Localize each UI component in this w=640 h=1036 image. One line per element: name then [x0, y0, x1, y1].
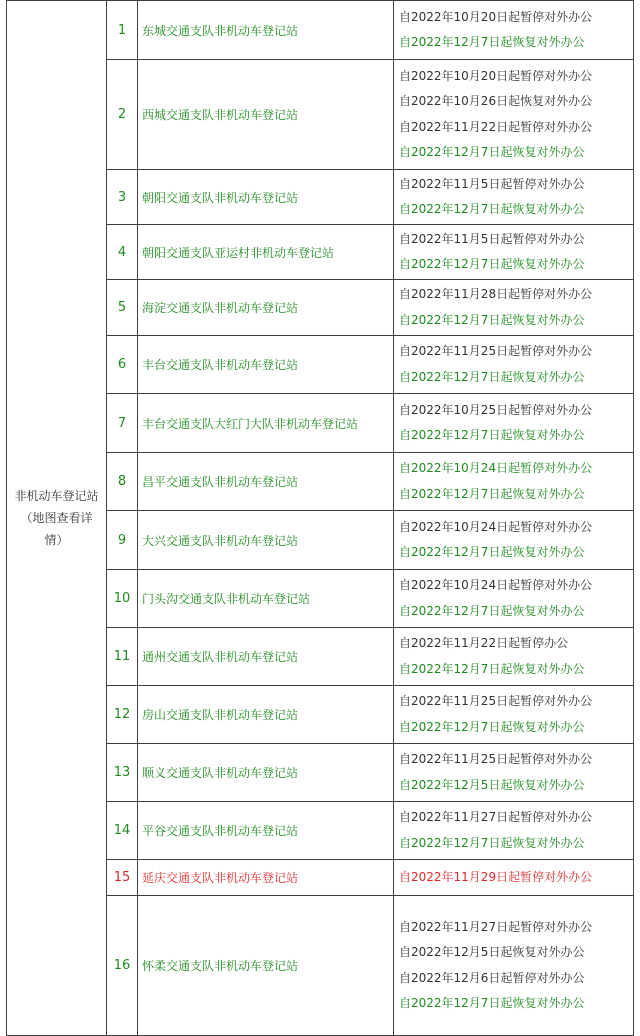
row-number: 15: [107, 860, 138, 896]
status-cell: [394, 453, 634, 511]
status-cell: [394, 170, 634, 225]
status-line: 自2022年11月22日起暂停对外办公: [399, 119, 593, 134]
status-line: 自2022年12月6日起暂停对外办公: [399, 970, 585, 985]
status-line: 自2022年10月24日起暂停对外办公: [399, 578, 593, 592]
status-line: 自2022年10月26日起恢复对外办公: [399, 94, 593, 108]
status-cell: [394, 280, 634, 336]
status-line: 自2022年12月5日起恢复对外办公: [399, 777, 585, 792]
status-line: 自2022年12月7日起恢复对外办公: [399, 719, 585, 734]
status-cell: [394, 570, 634, 628]
station-name: 西城交通支队非机动车登记站: [138, 60, 394, 170]
status-line: 自2022年11月25日起暂停对外办公: [399, 694, 593, 708]
registration-station-table: [6, 0, 634, 1036]
status-line: 自2022年11月5日起暂停对外办公: [399, 231, 585, 246]
status-line: 自2022年10月25日起暂停对外办公: [399, 402, 593, 417]
status-cell: [394, 60, 634, 170]
station-name: 延庆交通支队非机动车登记站: [138, 860, 394, 896]
status-line: 自2022年12月7日起恢复对外办公: [399, 545, 585, 559]
status-line: 自2022年12月7日起恢复对外办公: [399, 661, 585, 676]
station-name: 丰台交通支队非机动车登记站: [138, 336, 394, 394]
status-line: 自2022年12月7日起恢复对外办公: [399, 428, 585, 442]
status-line: 自2022年12月7日起恢复对外办公: [399, 369, 585, 384]
status-line: 自2022年10月24日起暂停对外办公: [399, 461, 593, 475]
status-cell: [394, 860, 634, 896]
status-line: 自2022年10月20日起暂停对外办公: [399, 68, 593, 83]
station-name: 平谷交通支队非机动车登记站: [138, 802, 394, 860]
status-line: 自2022年10月24日起暂停对外办公: [399, 519, 593, 534]
category-label: 情）: [44, 533, 69, 547]
station-name: 东城交通支队非机动车登记站: [138, 1, 394, 60]
status-cell: [394, 896, 634, 1036]
row-number: 6: [107, 336, 138, 394]
station-name: 通州交通支队非机动车登记站: [138, 628, 394, 686]
status-line: 自2022年12月7日起恢复对外办公: [399, 603, 585, 618]
station-name: 昌平交通支队非机动车登记站: [138, 453, 394, 511]
station-name: 门头沟交通支队非机动车登记站: [138, 570, 394, 628]
station-name: 顺义交通支队非机动车登记站: [138, 744, 394, 802]
status-line: 自2022年12月7日起恢复对外办公: [399, 486, 585, 501]
status-line: 自2022年12月7日起恢复对外办公: [399, 145, 585, 159]
status-cell: [394, 1, 634, 60]
station-name: 房山交通支队非机动车登记站: [138, 686, 394, 744]
status-cell: [394, 628, 634, 686]
row-number: 14: [107, 802, 138, 860]
row-number: 1: [107, 1, 138, 60]
status-line: 自2022年12月7日起恢复对外办公: [399, 996, 585, 1010]
status-line: 自2022年11月28日起暂停对外办公: [399, 287, 593, 301]
row-number: 9: [107, 511, 138, 570]
category-label: 非机动车登记站: [14, 489, 99, 503]
status-line: 自2022年12月7日起恢复对外办公: [399, 202, 585, 216]
status-cell: [394, 336, 634, 394]
table-body: [7, 1, 634, 1036]
status-line: 自2022年11月25日起暂停对外办公: [399, 344, 593, 358]
status-line: 自2022年10月20日起暂停对外办公: [399, 9, 593, 24]
station-name: 怀柔交通支队非机动车登记站: [138, 896, 394, 1036]
category-label: （地图查看详: [20, 511, 93, 525]
row-number: 11: [107, 628, 138, 686]
status-cell: [394, 225, 634, 280]
station-name: 朝阳交通支队非机动车登记站: [138, 170, 394, 225]
status-line: 自2022年12月7日起恢复对外办公: [399, 835, 585, 850]
status-line: 自2022年11月27日起暂停对外办公: [399, 919, 593, 934]
status-cell: [394, 686, 634, 744]
row-number: 5: [107, 280, 138, 336]
station-name: 朝阳交通支队亚运村非机动车登记站: [138, 225, 394, 280]
row-number: 12: [107, 686, 138, 744]
row-number: 4: [107, 225, 138, 280]
status-cell: [394, 802, 634, 860]
status-line: 自2022年11月29日起暂停对外办公: [399, 869, 593, 884]
row-number: 7: [107, 394, 138, 453]
status-cell: [394, 394, 634, 453]
status-line: 自2022年11月22日起暂停办公: [399, 636, 569, 650]
row-number: 13: [107, 744, 138, 802]
row-number: 8: [107, 453, 138, 511]
row-number: 3: [107, 170, 138, 225]
status-cell: [394, 511, 634, 570]
row-number: 10: [107, 570, 138, 628]
status-line: 自2022年11月5日起暂停对外办公: [399, 176, 585, 191]
station-name: 丰台交通支队大红门大队非机动车登记站: [138, 394, 394, 453]
status-line: 自2022年11月25日起暂停对外办公: [399, 752, 593, 766]
row-number: 2: [107, 60, 138, 170]
table-row: [7, 1, 634, 60]
status-line: 自2022年12月7日起恢复对外办公: [399, 312, 585, 327]
row-number: 16: [107, 896, 138, 1036]
status-line: 自2022年12月7日起恢复对外办公: [399, 35, 585, 49]
status-line: 自2022年11月27日起暂停对外办公: [399, 810, 593, 824]
station-name: 海淀交通支队非机动车登记站: [138, 280, 394, 336]
station-name: 大兴交通支队非机动车登记站: [138, 511, 394, 570]
status-line: 自2022年12月7日起恢复对外办公: [399, 257, 585, 271]
status-line: 自2022年12月5日起恢复对外办公: [399, 945, 585, 959]
status-cell: [394, 744, 634, 802]
category-cell: [7, 1, 107, 1036]
